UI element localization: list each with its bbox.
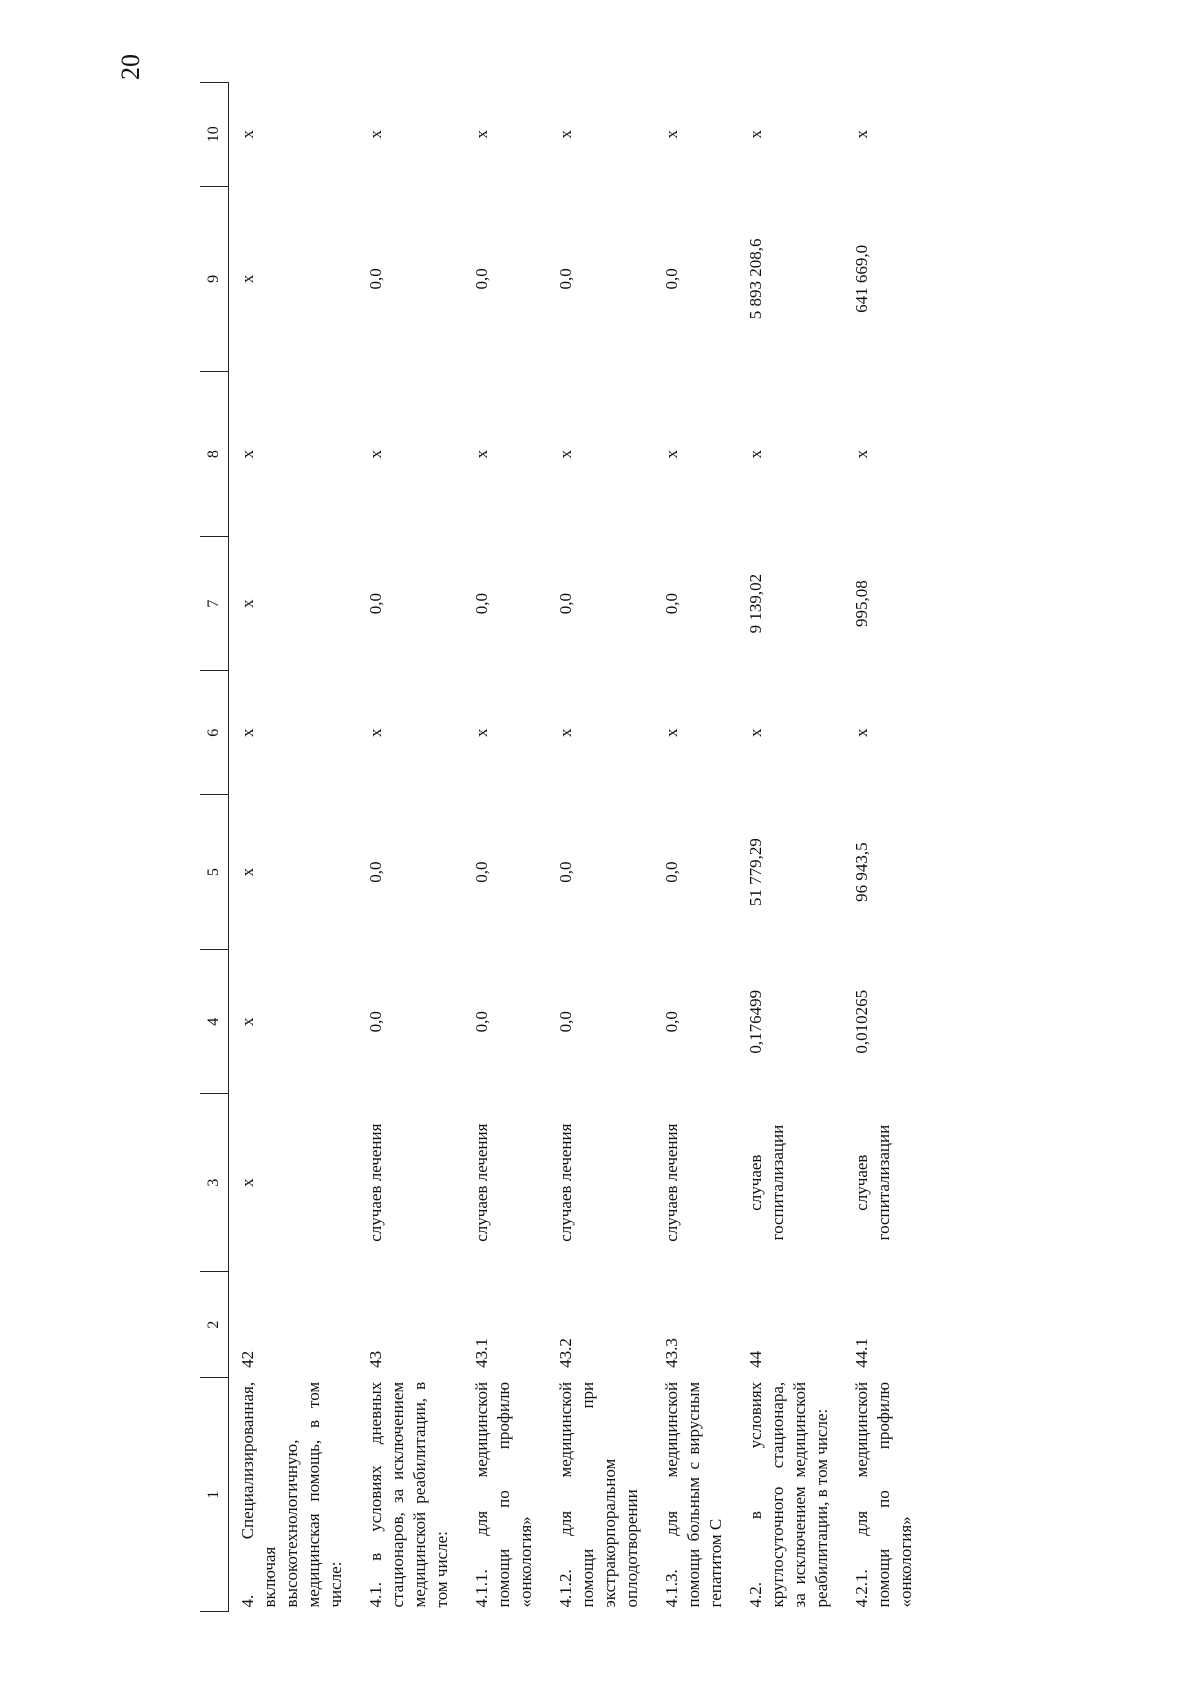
col-header-1: 1 [200,1378,229,1612]
cell-col7: 0,0 [556,593,575,615]
cell-col10: х [852,130,871,139]
cell-col4: 0,010265 [852,989,871,1054]
row-label: 4.1. в условиях дневных стационаров, за исключением медицинской реабилитации, в том числе: [366,1381,451,1608]
row-code: 43.1 [472,1338,491,1368]
data-table [200,82,927,1612]
col-header-5: 5 [200,795,229,950]
table-row [737,83,843,1612]
cell-col7: 0,0 [472,593,491,615]
cell-col8: х [472,449,491,459]
cell-col8: х [746,449,765,459]
page-number: 20 [116,54,145,80]
cell-col6: х [238,728,257,738]
cell-col10: х [472,130,491,139]
col-header-7: 7 [200,537,229,671]
cell-col8: х [662,449,681,459]
row-code: 43.3 [662,1338,681,1368]
table-row [547,83,653,1612]
cell-col6: х [472,728,491,738]
row-label: 4.1.1. для медицинской помощи по профилю «онкология» [472,1381,535,1608]
row-unit: случаев госпитализации [852,1124,893,1241]
cell-col7: 0,0 [366,593,385,615]
table-row [653,83,737,1612]
rotated-table-container [200,82,1020,1612]
row-unit: х [238,1178,257,1187]
cell-col4: 0,0 [366,1011,385,1033]
cell-col10: х [556,130,575,139]
cell-col10: х [238,130,257,139]
cell-col9: 641 669,0 [852,244,871,313]
cell-col9: 0,0 [662,268,681,290]
cell-col5: 0,0 [472,861,491,883]
cell-col10: х [366,130,385,139]
cell-col8: х [366,449,385,459]
cell-col8: х [852,449,871,459]
cell-col4: 0,0 [472,1011,491,1033]
cell-col9: 0,0 [472,268,491,290]
cell-col9: 0,0 [366,268,385,290]
row-code: 44 [746,1350,765,1368]
cell-col4: 0,0 [556,1011,575,1033]
row-unit: случаев лечения [662,1123,681,1242]
cell-col10: х [746,130,765,139]
row-label: 4.2.1. для медицинской помощи по профилю «онкология» [852,1381,915,1608]
row-unit: случаев лечения [472,1123,491,1242]
cell-col4: х [238,1017,257,1027]
cell-col5: 0,0 [556,861,575,883]
cell-col8: х [556,449,575,459]
header-row [200,83,229,1612]
cell-col6: х [852,728,871,738]
col-header-3: 3 [200,1094,229,1271]
table-row [357,83,463,1612]
row-code: 42 [238,1350,257,1368]
row-label: 4.2. в условиях круглосуточного стационара, за исключением медицинской реабилитации, в том числе: [746,1381,831,1608]
cell-col7: 995,08 [852,580,871,628]
table-row [843,83,927,1612]
table-row [229,83,358,1612]
cell-col6: х [556,728,575,738]
cell-col5: 0,0 [366,861,385,883]
cell-col9: х [238,274,257,284]
cell-col9: 0,0 [556,268,575,290]
row-label: 4.1.3. для медицинской помощи больным с вирусным гепатитом С [662,1381,725,1608]
col-header-10: 10 [200,83,229,187]
cell-col6: х [366,728,385,738]
row-unit: случаев госпитализации [746,1124,787,1241]
col-header-8: 8 [200,372,229,537]
table-row [463,83,547,1612]
cell-col7: х [238,599,257,608]
cell-col9: 5 893 208,6 [746,238,765,320]
row-code: 43 [366,1350,385,1368]
cell-col10: х [662,130,681,139]
cell-col5: 51 779,29 [746,838,765,907]
cell-col6: х [746,728,765,738]
cell-col8: х [238,449,257,459]
col-header-9: 9 [200,186,229,371]
col-header-4: 4 [200,950,229,1094]
col-header-6: 6 [200,671,229,795]
cell-col5: 0,0 [662,861,681,883]
row-code: 43.2 [556,1338,575,1368]
cell-col6: х [662,728,681,738]
cell-col7: 0,0 [662,593,681,615]
cell-col5: х [238,867,257,877]
row-code: 44.1 [852,1338,871,1368]
row-unit: случаев лечения [556,1123,575,1242]
cell-col4: 0,0 [662,1011,681,1033]
row-unit: случаев лечения [366,1123,385,1242]
cell-col5: 96 943,5 [852,842,871,902]
row-label: 4. Специализированная, включая высокотехнологичную, медицинская помощь, в том числе: [238,1381,345,1608]
row-label: 4.1.2. для медицинской помощи при экстракорпоральном оплодотворении [556,1381,641,1608]
cell-col7: 9 139,02 [746,573,765,634]
cell-col4: 0,176499 [746,989,765,1054]
col-header-2: 2 [200,1271,229,1378]
